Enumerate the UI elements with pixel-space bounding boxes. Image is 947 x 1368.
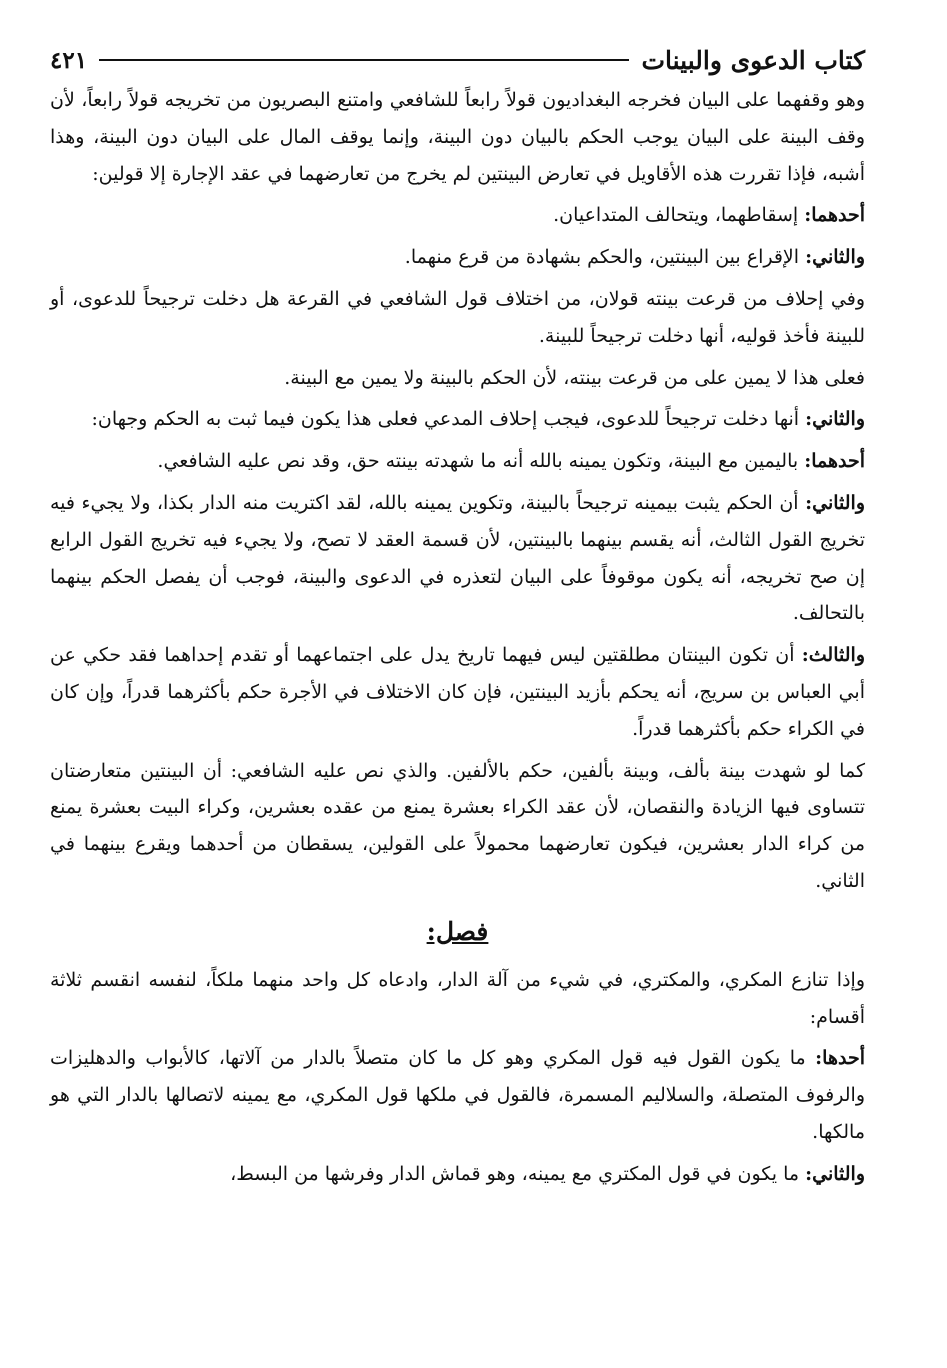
paragraph	[50, 443, 865, 480]
paragraph-lead: والثاني:	[805, 246, 865, 269]
paragraph	[50, 281, 865, 355]
paragraph	[50, 360, 865, 397]
page-header	[50, 38, 865, 82]
paragraph-text: كما لو شهدت بينة بألف، وبينة بألفين، حكم بالألفين. والذي نص عليه الشافعي: أن البينتين متعارضتان تتساوى فيها الزيادة والنقصان، لأن عقد الكراء بعشرة يمنع من عقده بعشرين، وكراء البيت بعشرة يمنع من كراء الدار بعشرين، فيكون تعارضهما محمولاً على القولين، يسقطان من أحدهما ويقرع بينهما في الثاني.	[50, 759, 865, 892]
paragraph-text: وإذا تنازع المكري، والمكتري، في شيء من آلة الدار، وادعاه كل واحد منهما ملكاً، لنفسه انقسم ثلاثة أقسام:	[50, 968, 865, 1028]
paragraph	[50, 401, 865, 438]
running-title: كتاب الدعوى والبينات	[641, 45, 865, 75]
paragraph-lead: والثاني:	[805, 1162, 865, 1185]
paragraph-lead: والثاني:	[805, 491, 865, 514]
paragraph	[50, 753, 865, 900]
paragraph-text: وهو وقفهما على البيان فخرجه البغداديون قولاً رابعاً للشافعي وامتنع البصريون من تخريجه قولاً رابعاً، لأن وقف البينة على البيان يوجب الحكم بالبيان دون البينة، وإنما يوقف المال على البيان دون البينة، وهذا أشبه، فإذا تقررت هذه الأقاويل في تعارض البينتين لم يخرج من تعارضهما في عقد الإجارة إلا قولين:	[50, 89, 865, 185]
paragraph	[50, 1156, 865, 1193]
paragraph	[50, 962, 865, 1036]
paragraph-text: أنها دخلت ترجيحاً للدعوى، فيجب إحلاف المدعي فعلى هذا يكون فيما ثبت به الحكم وجهان:	[91, 408, 806, 431]
header-rule	[99, 59, 629, 61]
paragraph-text: أن تكون البينتان مطلقتين ليس فيهما تاريخ يدل على اجتماعهما أو تقدم إحداهما فقد حكي عن أبي العباس بن سريج، أنه يحكم بأزيد البينتين، فإن كان الاختلاف في الأجرة حكم بأكثرهما قدراً، وإن كان في الكراء حكم بأكثرهما قدراً.	[50, 644, 865, 740]
page-body	[50, 82, 865, 1193]
page-number: ٤٢١	[50, 46, 88, 74]
paragraph-lead: أحدها:	[815, 1047, 865, 1070]
paragraph-lead: أحدهما:	[804, 450, 865, 473]
paragraph-text: ما يكون القول فيه قول المكري وهو كل ما كان متصلاً بالدار من آلاتها، كالأبواب والدهليزات والرفوف المتصلة، والسلاليم المسمرة، فالقول في ملكها قول المكري، مع يمينه لاتصالها بالدار التي هو مالكها.	[50, 1047, 865, 1143]
paragraph	[50, 1040, 865, 1150]
paragraph-text: إسقاطهما، ويتحالف المتداعيان.	[553, 204, 805, 227]
section-heading: فصل:	[426, 916, 489, 946]
paragraph-text: فعلى هذا لا يمين على من قرعت بينته، لأن الحكم بالبينة ولا يمين مع البينة.	[284, 366, 865, 389]
paragraph	[50, 82, 865, 192]
paragraph-lead: أحدهما:	[804, 204, 865, 227]
paragraph	[50, 637, 865, 747]
document-page	[50, 38, 865, 1193]
paragraph-lead: والثاني:	[805, 408, 865, 431]
paragraph-text: الإقراع بين البينتين، والحكم بشهادة من قرع منهما.	[404, 246, 806, 269]
paragraph-text: باليمين مع البينة، وتكون يمينه بالله أنه ما شهدته بينته حق، وقد نص عليه الشافعي.	[157, 450, 805, 473]
paragraph	[50, 239, 865, 276]
paragraph-text: أن الحكم يثبت بيمينه ترجيحاً بالبينة، وتكوين يمينه بالله، لقد اكتريت منه الدار بكذا، ولا يجيء فيه تخريج القول الثالث، أنه يقسم بينهما بالبينتين، لأن قسمة العقد لا تصح، ولا يجيء فيه تخريج القول الرابع إن صح تخريجه، أنه يكون موقوفاً على البيان لتعذره في الدعوى والبينة، فوجب أن يفصل الحكم بينهما بالتحالف.	[50, 491, 865, 625]
paragraph-lead: والثالث:	[801, 644, 865, 667]
paragraph-text: ما يكون في قول المكتري مع يمينه، وهو قماش الدار وفرشها من البسط،	[230, 1162, 806, 1185]
paragraph	[50, 197, 865, 234]
paragraph-text: وفي إحلاف من قرعت بينته قولان، من اختلاف قول الشافعي في القرعة هل دخلت ترجيحاً للدعوى، أو للبينة فأخذ قوليه، أنها دخلت ترجيحاً للبينة.	[50, 287, 865, 347]
paragraph	[50, 485, 865, 632]
